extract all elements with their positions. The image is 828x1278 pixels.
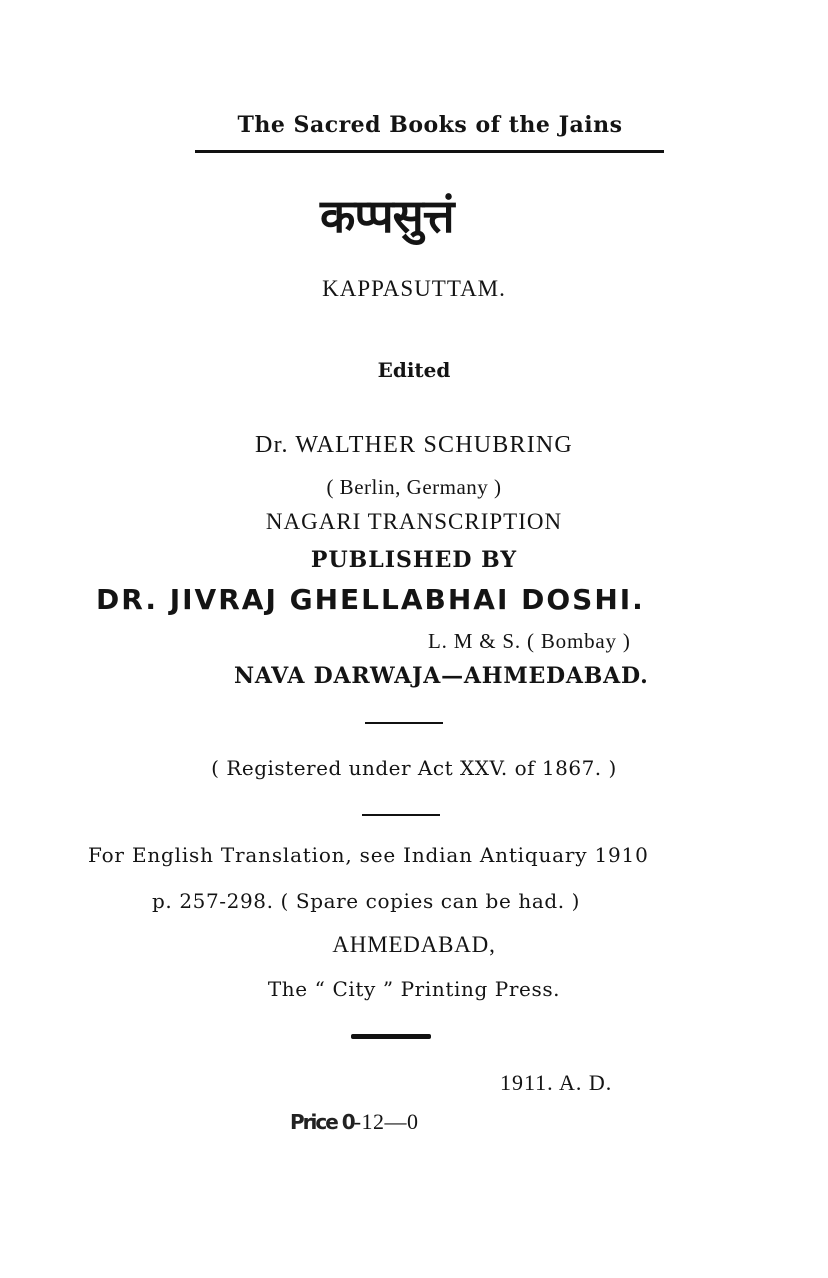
publisher-degree: L. M & S. ( Bombay ) bbox=[428, 629, 631, 653]
editor-name: Dr. WALTHER SCHUBRING bbox=[255, 432, 573, 458]
price-value: -12—0 bbox=[353, 1109, 419, 1134]
thick-divider-rule bbox=[351, 1034, 431, 1039]
translation-note-line2: p. 257-298. ( Spare copies can be had. ) bbox=[152, 889, 581, 913]
published-by-label: PUBLISHED BY bbox=[310, 547, 518, 573]
devanagari-title: कप्पसुत्तं bbox=[320, 189, 454, 243]
translation-note-line1: For English Translation, see Indian Antiquary 1910 bbox=[88, 843, 649, 867]
publisher-address: NAVA DARWAJA—AHMEDABAD. bbox=[234, 663, 649, 689]
divider-rule bbox=[365, 722, 443, 724]
divider-rule bbox=[362, 814, 440, 816]
edited-label: Edited bbox=[377, 358, 451, 382]
publication-year: 1911. A. D. bbox=[500, 1070, 613, 1095]
transcription-note: NAGARI TRANSCRIPTION bbox=[265, 509, 563, 534]
series-title-rule bbox=[195, 150, 664, 153]
price-label: Price 0 bbox=[290, 1110, 354, 1134]
roman-title: KAPPASUTTAM. bbox=[322, 276, 506, 301]
price bbox=[290, 1109, 419, 1135]
series-title: The Sacred Books of the Jains bbox=[237, 112, 623, 138]
editor-location: ( Berlin, Germany ) bbox=[326, 475, 502, 499]
registration-note: ( Registered under Act XXV. of 1867. ) bbox=[211, 756, 617, 780]
imprint-press: The “ City ” Printing Press. bbox=[267, 977, 561, 1001]
imprint-city: AHMEDABAD, bbox=[332, 932, 496, 957]
publisher-name: DR. JIVRAJ GHELLABHAI DOSHI. bbox=[96, 583, 645, 616]
